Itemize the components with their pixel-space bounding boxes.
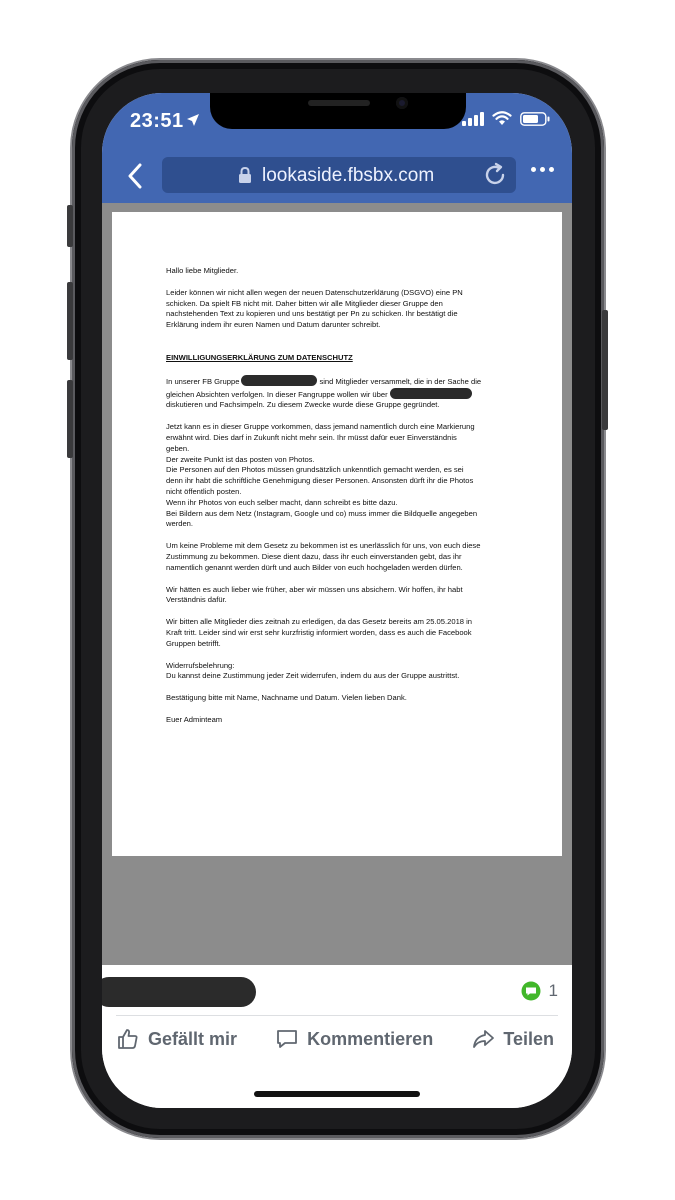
speaker	[308, 100, 370, 106]
document-page	[112, 212, 562, 856]
doc-p1-part-a: In unserer FB Gruppe	[166, 376, 240, 386]
front-camera	[396, 97, 408, 109]
share-arrow-icon	[471, 1027, 495, 1051]
doc-paragraph-3: Um keine Probleme mit dem Gesetz zu bekommen ist es unerlässlich für uns, von euch diese Zustimmung zu bekommen. Diese dient dazu, dass ihr euch einverstanden gebt, das ihr namentlich genannt werden dürft und auch Bilder von euch hochgeladen werden dürfen.	[166, 541, 481, 572]
share-label: Teilen	[503, 1028, 554, 1049]
share-button[interactable]	[471, 1027, 554, 1051]
more-dot-icon	[549, 167, 554, 172]
doc-greeting: Hallo liebe Mitglieder.	[166, 266, 239, 275]
comment-count[interactable]	[521, 981, 558, 1001]
address-bar[interactable]	[162, 157, 516, 193]
wifi-icon	[492, 111, 512, 126]
doc-signature: Euer Adminteam	[166, 714, 223, 724]
doc-paragraph-5: Wir bitten alle Mitglieder dies zeitnah zu erledigen, da das Gesetz bereits am 25.05.2018 in Kraft tritt. Leider sind wir erst sehr kurzfristig informiert worden, dass es auch die Facebook Gruppen betrifft.	[166, 617, 473, 648]
doc-paragraph-7: Bestätigung bitte mit Name, Nachname und Datum. Vielen lieben Dank.	[166, 693, 407, 703]
doc-intro: Leider können wir nicht allen wegen der neuen Datenschutzerklärung (DSGVO) eine PN schicken. Da spielt FB nicht mit. Daher bitten wir alle Mitglieder dieser Gruppe den nachstehenden Text zu kopieren und uns bestätigt per Pn zu schicken. Ihr bestätigt die Erklärung indem ihr euren Namen und Datum darunter schreibt.	[166, 287, 463, 330]
status-time: 23:51	[130, 110, 184, 132]
post-action-area	[102, 965, 572, 1108]
power-button	[602, 310, 608, 430]
comment-bubble-icon	[521, 981, 541, 1001]
more-dot-icon	[531, 167, 536, 172]
divider	[116, 1015, 558, 1016]
doc-paragraph-2: Jetzt kann es in dieser Gruppe vorkommen, dass jemand namentlich durch eine Markierung erwähnt wird. Dies darf in Zukunft nicht mehr sein. Ihr müsst dafür euer Einverständnis geben. Der zweite Punkt ist das posten von Photos. Die Personen auf den Photos müssen grundsätzlich unkenntlich gemacht werden, es sei denn ihr habt die schriftliche Genehmigung dieser Personen. Ansonsten dürft ihr die Photos nicht öffentlich posten. Wenn ihr Photos von euch selber macht, dann schreibt es bitte dazu. Bei Bildern aus dem Netz (Instagram, Google und co) muss immer die Bildquelle angegeben werden.	[166, 422, 478, 529]
redaction-bar	[390, 388, 472, 399]
doc-paragraph-4: Wir hätten es auch lieber wie früher, aber wir müssen uns absichern. Wir hoffen, ihr habt Verständnis dafür.	[166, 584, 463, 605]
comment-button[interactable]	[275, 1027, 433, 1051]
doc-p1-part-c: diskutieren und Fachsimpeln. Zu diesem Zwecke wurde diese Gruppe gegründet.	[166, 400, 440, 410]
like-button[interactable]	[116, 1027, 237, 1051]
comment-label: Kommentieren	[307, 1028, 434, 1049]
back-button[interactable]	[122, 161, 148, 191]
mute-switch	[67, 205, 73, 247]
reload-icon[interactable]	[482, 162, 508, 188]
doc-p1-part-b: sind Mitglieder versammelt, die in der Sache die gleichen Absichten verfolgen. In dieser Fangruppe wollen wir über	[166, 376, 482, 399]
more-dot-icon	[540, 167, 545, 172]
thumbs-up-icon	[116, 1027, 140, 1051]
lock-icon	[238, 166, 252, 184]
status-icons	[462, 111, 550, 126]
doc-paragraph-6: Widerrufsbelehrung: Du kannst deine Zustimmung jeder Zeit widerrufen, indem du aus der Gruppe austrittst.	[166, 660, 460, 681]
speech-bubble-icon	[275, 1027, 299, 1051]
notch	[210, 93, 466, 129]
status-bar	[102, 93, 572, 153]
comment-count-value: 1	[548, 981, 558, 1000]
doc-paragraph-1	[166, 375, 512, 411]
chevron-left-icon	[127, 163, 143, 189]
redaction-bar	[241, 375, 317, 386]
volume-up-button	[67, 282, 73, 360]
home-indicator	[254, 1091, 420, 1097]
post-actions	[116, 1027, 554, 1051]
more-options-button[interactable]	[531, 167, 554, 172]
doc-heading: EINWILLIGUNGSERKLÄRUNG ZUM DATENSCHUTZ	[166, 352, 353, 362]
like-label: Gefällt mir	[148, 1028, 238, 1049]
url-text: lookaside.fbsbx.com	[262, 165, 435, 186]
document-text	[166, 266, 512, 737]
battery-icon	[520, 112, 550, 126]
document-viewer[interactable]	[102, 203, 572, 965]
volume-down-button	[67, 380, 73, 458]
location-arrow-icon	[186, 113, 200, 127]
cellular-signal-icon	[462, 112, 484, 126]
browser-toolbar	[102, 153, 572, 203]
poster-name-redaction	[102, 977, 256, 1007]
phone-screen	[102, 93, 572, 1108]
